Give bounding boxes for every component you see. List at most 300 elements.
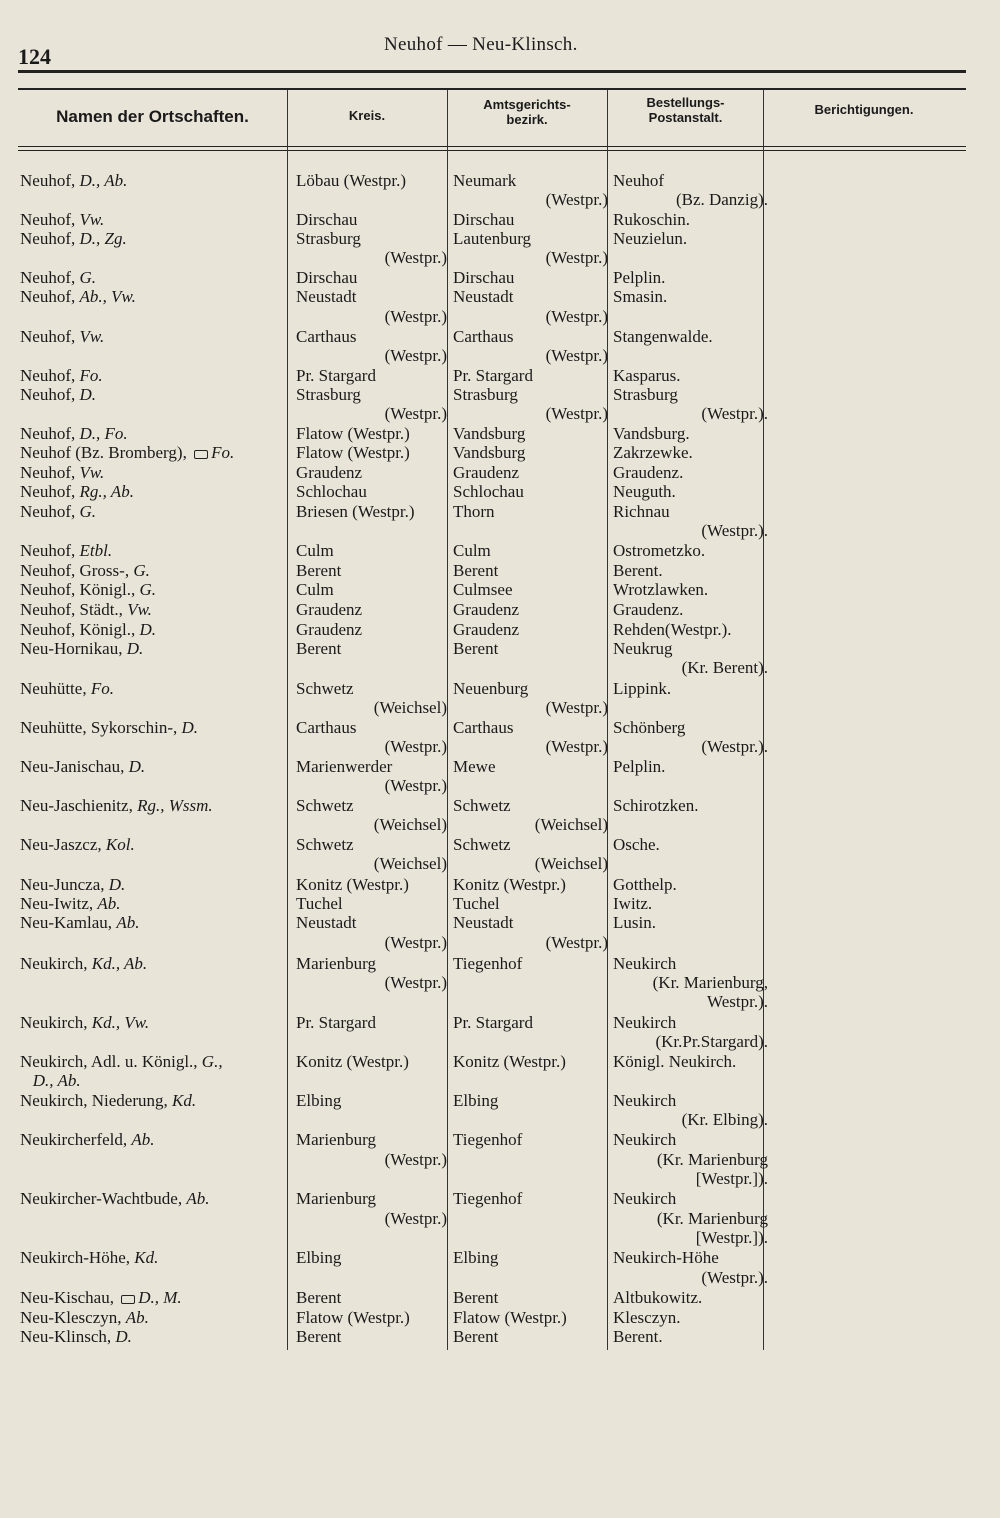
place-type: Fo. xyxy=(211,443,235,462)
place-name xyxy=(20,639,143,659)
place-name-text: Neuhof, xyxy=(20,171,80,190)
register-line xyxy=(0,973,1000,993)
register-line xyxy=(0,268,1000,288)
amtsgericht-cell: Berent xyxy=(453,639,499,658)
register-line xyxy=(0,854,1000,874)
postanstalt-cell: Vandsburg. xyxy=(613,424,690,443)
postanstalt-cell: Rehden(Westpr.). xyxy=(613,620,732,639)
place-type: D. xyxy=(79,385,97,404)
register-line xyxy=(0,698,1000,718)
kreis-cell: Marienburg xyxy=(296,1189,376,1208)
kreis-cell: Pr. Stargard xyxy=(296,366,376,385)
place-type: G. xyxy=(133,561,150,580)
place-type: D. xyxy=(139,620,156,639)
amtsgericht-cell: Elbing xyxy=(453,1248,499,1267)
place-name-text: Neukirch, Adl. u. Königl., xyxy=(20,1052,202,1071)
register-line xyxy=(0,463,1000,483)
postanstalt-cell-continuation: (Westpr.). xyxy=(701,521,768,540)
postanstalt-cell-continuation: (Bz. Danzig). xyxy=(675,190,768,209)
place-name xyxy=(20,229,127,249)
kreis-cell: Graudenz xyxy=(296,463,363,482)
amtsgericht-cell: Neumark xyxy=(453,171,517,190)
place-name xyxy=(20,835,135,855)
place-name-text: Neuhof, xyxy=(20,385,80,404)
place-name-text: Neuhof, Königl., xyxy=(20,620,140,639)
postanstalt-cell-continuation: (Westpr.). xyxy=(701,1268,768,1287)
kreis-cell: Graudenz xyxy=(296,600,363,619)
postanstalt-cell: Schönberg xyxy=(613,718,686,737)
amtsgericht-cell: Lautenburg xyxy=(453,229,532,248)
amtsgericht-cell: Berent xyxy=(453,1327,499,1346)
place-name-text: Neu-Hornikau, xyxy=(20,639,127,658)
postanstalt-cell: Zakrzewke. xyxy=(613,443,693,462)
register-line xyxy=(0,385,1000,405)
place-name-text: Neukirch, xyxy=(20,1013,92,1032)
postanstalt-cell: Neukrug xyxy=(613,639,673,658)
kreis-cell-continuation: (Westpr.) xyxy=(384,307,447,326)
amtsgericht-cell: Pr. Stargard xyxy=(453,366,533,385)
place-name xyxy=(20,1013,149,1033)
column-header-kreis: Kreis. xyxy=(348,108,386,123)
place-name-text: Neuhof, xyxy=(20,366,80,385)
column-header-names: Namen der Ortschaften. xyxy=(56,107,249,126)
postanstalt-cell: Graudenz. xyxy=(613,463,684,482)
place-type: D. xyxy=(128,757,146,776)
place-type: Vw. xyxy=(79,210,105,229)
kreis-cell: Schlochau xyxy=(296,482,367,501)
place-name xyxy=(20,463,104,483)
place-name-text xyxy=(20,1071,33,1090)
place-name-text: Neuhof, Gross-, xyxy=(20,561,134,580)
place-name xyxy=(20,620,156,640)
register-line xyxy=(0,913,1000,933)
register-line xyxy=(0,639,1000,659)
postanstalt-cell: Schirotzken. xyxy=(613,796,699,815)
amtsgericht-cell-continuation: (Westpr.) xyxy=(545,248,608,267)
place-type: D., Ab. xyxy=(79,171,128,190)
kreis-cell: Marienwerder xyxy=(296,757,393,776)
place-type: Kd., Vw. xyxy=(91,1013,150,1032)
register-line xyxy=(0,521,1000,541)
amtsgericht-cell: Pr. Stargard xyxy=(453,1013,533,1032)
kreis-cell: Pr. Stargard xyxy=(296,1013,376,1032)
amtsgericht-cell: Tiegenhof xyxy=(453,1189,523,1208)
kreis-cell: Neustadt xyxy=(296,287,357,306)
place-type: Etbl. xyxy=(79,541,113,560)
kreis-cell-continuation: (Westpr.) xyxy=(384,1209,447,1228)
kreis-cell: Flatow (Westpr.) xyxy=(296,424,410,443)
amtsgericht-cell: Vandsburg xyxy=(453,424,526,443)
place-name-text: Neuhütte, xyxy=(20,679,91,698)
register-line xyxy=(0,1248,1000,1268)
place-type: Vw. xyxy=(79,327,105,346)
postanstalt-cell-continuation: (Kr.Pr.Stargard). xyxy=(655,1032,768,1051)
place-name xyxy=(20,600,152,620)
place-name-text: Neu-Klinsch, xyxy=(20,1327,116,1346)
place-type: Ab., Vw. xyxy=(79,287,136,306)
postanstalt-cell: Neukirch xyxy=(613,954,677,973)
register-line xyxy=(0,541,1000,561)
place-name xyxy=(20,482,134,502)
envelope-icon xyxy=(121,1295,135,1304)
kreis-cell-continuation: (Westpr.) xyxy=(384,973,447,992)
register-line xyxy=(0,346,1000,366)
postanstalt-cell: Klesczyn. xyxy=(613,1308,681,1327)
place-name-text: Neuhof, xyxy=(20,463,80,482)
kreis-cell: Elbing xyxy=(296,1248,342,1267)
place-name xyxy=(20,366,103,386)
place-type: G. xyxy=(79,502,97,521)
place-type: D. xyxy=(126,639,144,658)
register-line xyxy=(0,1150,1000,1170)
amtsgericht-cell: Vandsburg xyxy=(453,443,526,462)
place-type: Ab. xyxy=(131,1130,155,1149)
place-type: Fo. xyxy=(79,366,103,385)
kreis-cell: Culm xyxy=(296,541,334,560)
place-name xyxy=(20,1248,158,1268)
place-name xyxy=(20,1189,209,1209)
place-name xyxy=(20,913,139,933)
column-header-postanstalt-line: Postanstalt. xyxy=(648,110,723,125)
place-name xyxy=(20,268,96,288)
postanstalt-cell: Strasburg xyxy=(613,385,678,404)
kreis-cell-continuation: (Weichsel) xyxy=(373,815,447,834)
place-type: Kd. xyxy=(134,1248,159,1267)
place-type: Ab. xyxy=(97,894,121,913)
amtsgericht-cell: Graudenz xyxy=(453,620,520,639)
kreis-cell: Flatow (Westpr.) xyxy=(296,443,410,462)
postanstalt-cell: Neukirch xyxy=(613,1189,677,1208)
postanstalt-cell: Smasin. xyxy=(613,287,668,306)
kreis-cell-continuation: (Westpr.) xyxy=(384,776,447,795)
amtsgericht-cell-continuation: (Westpr.) xyxy=(545,404,608,423)
place-type: D., M. xyxy=(138,1288,182,1307)
place-name-text: Neuhof, xyxy=(20,268,80,287)
amtsgericht-cell: Carthaus xyxy=(453,718,514,737)
register-line xyxy=(0,248,1000,268)
amtsgericht-cell: Neuenburg xyxy=(453,679,529,698)
column-header-berichtigungen: Berichtigungen. xyxy=(814,102,914,117)
postanstalt-cell: Altbukowitz. xyxy=(613,1288,703,1307)
amtsgericht-cell: Graudenz xyxy=(453,463,520,482)
postanstalt-cell: Stangenwalde. xyxy=(613,327,713,346)
place-name xyxy=(20,424,128,444)
register-line xyxy=(0,875,1000,895)
place-type: Rg., Wssm. xyxy=(137,796,213,815)
amtsgericht-cell: Berent xyxy=(453,1288,499,1307)
place-name-text: Neuhof, xyxy=(20,229,80,248)
kreis-cell: Culm xyxy=(296,580,334,599)
amtsgericht-cell-continuation: (Weichsel) xyxy=(534,815,608,834)
kreis-cell: Berent xyxy=(296,639,342,658)
postanstalt-cell: Kasparus. xyxy=(613,366,681,385)
register-line xyxy=(0,404,1000,424)
register-line xyxy=(0,210,1000,230)
kreis-cell-continuation: (Weichsel) xyxy=(373,698,447,717)
running-head: Neuhof — Neu-Klinsch. xyxy=(384,34,578,55)
place-name-text: Neu-Kischau, xyxy=(20,1288,119,1307)
amtsgericht-cell: Tiegenhof xyxy=(453,1130,523,1149)
kreis-cell: Strasburg xyxy=(296,229,361,248)
register-line xyxy=(0,954,1000,974)
kreis-cell: Dirschau xyxy=(296,210,358,229)
postanstalt-cell: Lippink. xyxy=(613,679,672,698)
place-name xyxy=(20,718,198,738)
register-line xyxy=(0,1308,1000,1328)
place-name xyxy=(20,171,127,191)
register-line xyxy=(0,992,1000,1012)
kreis-cell: Marienburg xyxy=(296,954,376,973)
postanstalt-cell-continuation: [Westpr.]). xyxy=(695,1228,768,1247)
register-line xyxy=(0,443,1000,463)
kreis-cell: Berent xyxy=(296,561,342,580)
register-line xyxy=(0,190,1000,210)
postanstalt-cell-continuation: (Westpr.). xyxy=(701,737,768,756)
register-line xyxy=(0,933,1000,953)
amtsgericht-cell: Tiegenhof xyxy=(453,954,523,973)
amtsgericht-cell: Dirschau xyxy=(453,210,515,229)
amtsgericht-cell: Berent xyxy=(453,561,499,580)
place-name xyxy=(20,580,156,600)
place-name-text: Neuhof, xyxy=(20,482,80,501)
register-line xyxy=(0,502,1000,522)
register-line xyxy=(0,307,1000,327)
kreis-cell-continuation: (Weichsel) xyxy=(373,854,447,873)
register-line xyxy=(0,482,1000,502)
place-type: Ab. xyxy=(125,1308,149,1327)
place-name-text: Neukirch-Höhe, xyxy=(20,1248,135,1267)
postanstalt-cell: Pelplin. xyxy=(613,757,666,776)
kreis-cell: Schwetz xyxy=(296,679,354,698)
place-name-text: Neuhof, xyxy=(20,424,80,443)
kreis-cell: Carthaus xyxy=(296,718,357,737)
place-name-text: Neu-Jaschienitz, xyxy=(20,796,138,815)
postanstalt-cell-continuation: (Kr. Marienburg xyxy=(656,1209,768,1228)
register-line xyxy=(0,1032,1000,1052)
postanstalt-cell: Königl. Neukirch. xyxy=(613,1052,737,1071)
place-type: Kd. xyxy=(172,1091,197,1110)
postanstalt-cell: Neukirch xyxy=(613,1013,677,1032)
postanstalt-cell: Gotthelp. xyxy=(613,875,677,894)
kreis-cell: Tuchel xyxy=(296,894,343,913)
kreis-cell: Graudenz xyxy=(296,620,363,639)
place-name-text: Neukircherfeld, xyxy=(20,1130,132,1149)
place-name-text: Neu-Iwitz, xyxy=(20,894,98,913)
register-line xyxy=(0,1189,1000,1209)
register-line xyxy=(0,327,1000,347)
register-line xyxy=(0,737,1000,757)
register-line xyxy=(0,1228,1000,1248)
postanstalt-cell: Rukoschin. xyxy=(613,210,690,229)
kreis-cell: Marienburg xyxy=(296,1130,376,1149)
amtsgericht-cell: Neustadt xyxy=(453,287,514,306)
place-name xyxy=(20,327,104,347)
amtsgericht-cell: Konitz (Westpr.) xyxy=(453,1052,566,1071)
amtsgericht-cell-continuation: (Westpr.) xyxy=(545,737,608,756)
amtsgericht-cell: Tuchel xyxy=(453,894,500,913)
postanstalt-cell: Neuhof xyxy=(613,171,664,190)
kreis-cell: Löbau (Westpr.) xyxy=(296,171,407,190)
kreis-cell-continuation: (Westpr.) xyxy=(384,737,447,756)
column-header-postanstalt-line: Bestellungs- xyxy=(646,95,725,110)
place-name xyxy=(20,954,147,974)
place-name xyxy=(20,894,121,914)
amtsgericht-cell: Graudenz xyxy=(453,600,520,619)
register-line xyxy=(0,1130,1000,1150)
kreis-cell: Konitz (Westpr.) xyxy=(296,875,409,894)
postanstalt-cell: Neukirch xyxy=(613,1130,677,1149)
register-line xyxy=(0,815,1000,835)
amtsgericht-cell-continuation: (Westpr.) xyxy=(545,346,608,365)
register-line xyxy=(0,171,1000,191)
register-line xyxy=(0,776,1000,796)
place-type: Kol. xyxy=(105,835,135,854)
register-line xyxy=(0,620,1000,640)
place-name xyxy=(20,757,145,777)
place-name-text: Neuhof, xyxy=(20,210,80,229)
place-type: G. xyxy=(79,268,97,287)
register-line xyxy=(0,835,1000,855)
amtsgericht-cell-continuation: (Westpr.) xyxy=(545,190,608,209)
place-name-text: Neuhof, xyxy=(20,541,80,560)
amtsgericht-cell-continuation: (Westpr.) xyxy=(545,307,608,326)
place-name xyxy=(20,1071,81,1091)
amtsgericht-cell: Schlochau xyxy=(453,482,524,501)
register-line xyxy=(0,1209,1000,1229)
page-number: 124 xyxy=(18,44,51,69)
register-line xyxy=(0,366,1000,386)
register-line xyxy=(0,1013,1000,1033)
postanstalt-cell-continuation: Westpr.). xyxy=(707,992,768,1011)
place-name-text: Neu-Juncza, xyxy=(20,875,109,894)
place-type: D., Fo. xyxy=(79,424,128,443)
place-type: D., Ab. xyxy=(32,1071,81,1090)
place-name xyxy=(20,1327,132,1347)
postanstalt-cell-continuation: [Westpr.]). xyxy=(695,1169,768,1188)
register-line xyxy=(0,1327,1000,1347)
register-line xyxy=(0,1288,1000,1308)
column-header-amtsgericht-line: bezirk. xyxy=(506,112,548,127)
place-type: Ab. xyxy=(116,913,140,932)
kreis-cell: Konitz (Westpr.) xyxy=(296,1052,409,1071)
place-name xyxy=(20,287,136,307)
amtsgericht-cell: Culmsee xyxy=(453,580,513,599)
postanstalt-cell: Neuzielun. xyxy=(613,229,688,248)
place-type: D. xyxy=(108,875,126,894)
kreis-cell: Schwetz xyxy=(296,835,354,854)
kreis-cell: Dirschau xyxy=(296,268,358,287)
postanstalt-cell: Berent. xyxy=(613,561,663,580)
amtsgericht-cell: Schwetz xyxy=(453,835,511,854)
place-type: D. xyxy=(115,1327,132,1346)
kreis-cell-continuation: (Westpr.) xyxy=(384,933,447,952)
kreis-cell-continuation: (Westpr.) xyxy=(384,248,447,267)
amtsgericht-cell: Schwetz xyxy=(453,796,511,815)
kreis-cell: Flatow (Westpr.) xyxy=(296,1308,410,1327)
kreis-cell: Berent xyxy=(296,1288,342,1307)
kreis-cell: Carthaus xyxy=(296,327,357,346)
register-line xyxy=(0,580,1000,600)
postanstalt-cell-continuation: (Kr. Berent). xyxy=(681,658,768,677)
place-name xyxy=(20,541,112,561)
place-type: G. xyxy=(139,580,156,599)
postanstalt-cell: Richnau xyxy=(613,502,670,521)
place-name-text: Neukirch, xyxy=(20,954,92,973)
postanstalt-cell: Pelplin. xyxy=(613,268,666,287)
place-type: Vw. xyxy=(79,463,105,482)
postanstalt-cell: Ostrometzko. xyxy=(613,541,706,560)
place-name xyxy=(20,1052,223,1072)
register-line xyxy=(0,757,1000,777)
place-type: Rg., Ab. xyxy=(79,482,134,501)
register-line xyxy=(0,1091,1000,1111)
register-line xyxy=(0,287,1000,307)
postanstalt-cell: Graudenz. xyxy=(613,600,684,619)
register-line xyxy=(0,1268,1000,1288)
place-name xyxy=(20,561,150,581)
register-line xyxy=(0,658,1000,678)
postanstalt-cell: Neukirch-Höhe xyxy=(613,1248,719,1267)
place-name-text: Neuhof, xyxy=(20,287,80,306)
register-line xyxy=(0,1169,1000,1189)
postanstalt-cell: Iwitz. xyxy=(613,894,653,913)
postanstalt-cell: Wrotzlawken. xyxy=(613,580,709,599)
kreis-cell: Berent xyxy=(296,1327,342,1346)
amtsgericht-cell: Strasburg xyxy=(453,385,518,404)
place-name-text: Neukircher-Wachtbude, xyxy=(20,1189,187,1208)
amtsgericht-cell: Carthaus xyxy=(453,327,514,346)
place-name xyxy=(20,796,213,816)
kreis-cell: Briesen (Westpr.) xyxy=(296,502,415,521)
place-type: D., Zg. xyxy=(79,229,127,248)
amtsgericht-cell: Konitz (Westpr.) xyxy=(453,875,566,894)
place-name-text: Neuhof, Königl., xyxy=(20,580,140,599)
register-line xyxy=(0,1071,1000,1091)
amtsgericht-cell: Flatow (Westpr.) xyxy=(453,1308,567,1327)
place-name xyxy=(20,1091,196,1111)
kreis-cell-continuation: (Westpr.) xyxy=(384,346,447,365)
place-name-text: Neu-Klesczyn, xyxy=(20,1308,126,1327)
amtsgericht-cell: Elbing xyxy=(453,1091,499,1110)
amtsgericht-cell: Culm xyxy=(453,541,491,560)
postanstalt-cell: Lusin. xyxy=(613,913,656,932)
kreis-cell: Strasburg xyxy=(296,385,361,404)
column-header-amtsgericht-line: Amtsgerichts- xyxy=(483,97,571,112)
kreis-cell: Neustadt xyxy=(296,913,357,932)
amtsgericht-cell: Neustadt xyxy=(453,913,514,932)
amtsgericht-cell: Dirschau xyxy=(453,268,515,287)
place-name-text: Neu-Kamlau, xyxy=(20,913,117,932)
place-name xyxy=(20,679,114,699)
place-name-text: Neuhof, xyxy=(20,502,80,521)
place-name-text: Neuhof (Bz. Bromberg), xyxy=(20,443,192,462)
postanstalt-cell-continuation: (Kr. Marienburg, xyxy=(652,973,768,992)
place-name xyxy=(20,1130,155,1150)
envelope-icon xyxy=(194,450,208,459)
register-line xyxy=(0,1052,1000,1072)
kreis-cell-continuation: (Westpr.) xyxy=(384,404,447,423)
register-line xyxy=(0,894,1000,914)
place-type: Ab. xyxy=(186,1189,210,1208)
register-line xyxy=(0,424,1000,444)
amtsgericht-cell: Thorn xyxy=(453,502,495,521)
postanstalt-cell-continuation: (Kr. Elbing). xyxy=(681,1110,768,1129)
register-line xyxy=(0,718,1000,738)
place-name xyxy=(20,385,96,405)
place-name-text: Neu-Janischau, xyxy=(20,757,129,776)
postanstalt-cell: Berent. xyxy=(613,1327,663,1346)
postanstalt-cell-continuation: (Kr. Marienburg xyxy=(656,1150,768,1169)
